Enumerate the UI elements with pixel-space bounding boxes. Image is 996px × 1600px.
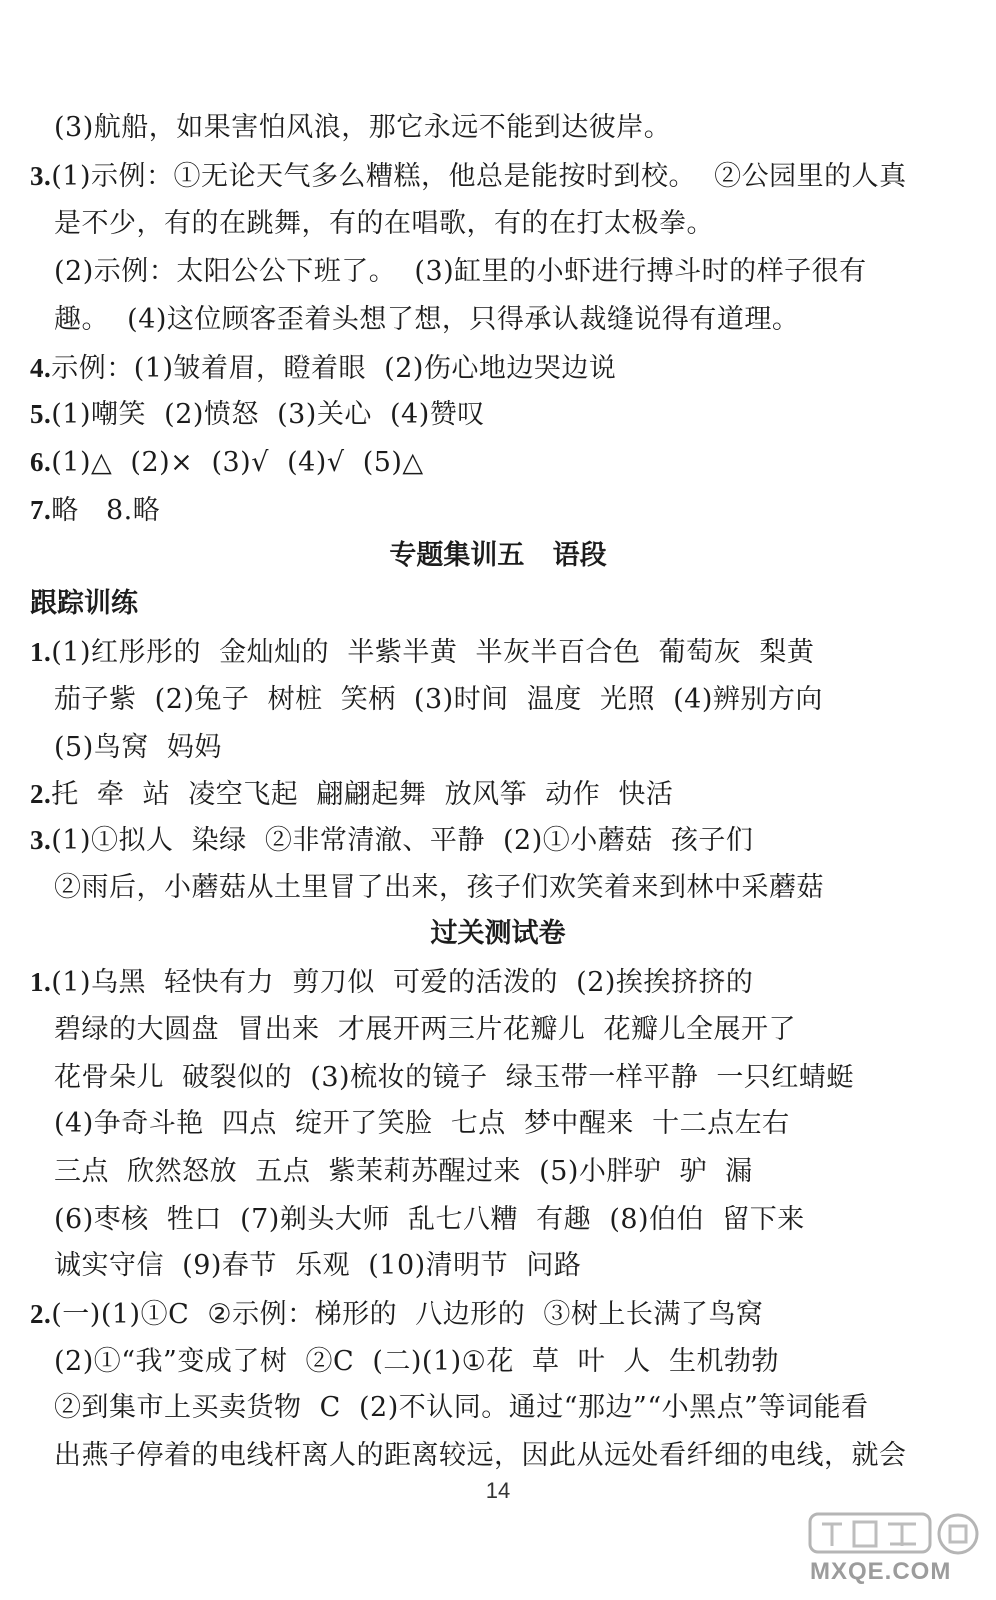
line-text: ②到集市上买卖货物 C (2)不认同。通过“那边”“小黑点”等词能看	[54, 1392, 869, 1423]
test-title: 过关测试卷	[430, 918, 566, 949]
line-text: (1)嘲笑 (2)愤怒 (3)关心 (4)赞叹	[51, 399, 485, 430]
line-text: 诚实守信 (9)春节 乐观 (10)清明节 问路	[54, 1250, 582, 1281]
watermark-text: MXQE.COM	[810, 1558, 952, 1585]
line-3	[54, 206, 714, 242]
line-5	[54, 302, 799, 338]
question-number: 6.	[30, 447, 52, 477]
line-text: 示例：(1)皱着眉，瞪着眼 (2)伤心地边哭边说	[51, 353, 617, 384]
line-text: (1)①拟人 染绿 ②非常清澈、平静 (2)①小蘑菇 孩子们	[51, 825, 754, 856]
question-number: 2.	[30, 1299, 52, 1329]
answer-3-line	[30, 158, 907, 195]
line-1	[54, 110, 671, 146]
question-number: 1.	[30, 637, 52, 667]
line-21	[54, 1060, 854, 1096]
line-text: ②雨后，小蘑菇从土里冒了出来，孩子们欢笑着来到林中采蘑菇	[54, 872, 824, 903]
question-number: 7.	[30, 495, 52, 525]
question-number: 3.	[30, 161, 52, 191]
question-number: 4.	[30, 353, 52, 383]
question-number: 2.	[30, 779, 52, 809]
line-text: 是不少，有的在跳舞，有的在唱歌，有的在打太极拳。	[54, 208, 714, 239]
line-text: (2)①“我”变成了树 ②C (二)(1)①花 草 叶 人 生机勃勃	[54, 1346, 780, 1377]
line-text: (3)航船，如果害怕风浪，那它永远不能到达彼岸。	[54, 112, 672, 143]
line-text: 花骨朵儿 破裂似的 (3)梳妆的镜子 绿玉带一样平静 一只红蜻蜓	[54, 1062, 854, 1093]
answer-7-8-line	[30, 492, 160, 529]
line-text: (2)示例：太阳公公下班了。 (3)缸里的小虾进行搏斗时的样子很有	[54, 256, 867, 287]
line-20	[54, 1012, 796, 1048]
section-title: 专题集训五 语段	[389, 540, 607, 571]
line-text: 托 牵 站 凌空飞起 翩翩起舞 放风筝 动作 快活	[51, 779, 674, 810]
question-number: 5.	[30, 399, 52, 429]
line-text: 出燕子停着的电线杆离人的距离较远，因此从远处看纤细的电线，就会	[54, 1440, 907, 1471]
line-4	[54, 254, 867, 290]
watermark-logo-icon	[800, 1510, 990, 1560]
watermark-logo	[800, 1510, 990, 1594]
page-number: 14	[485, 1478, 511, 1503]
question-number: 1.	[30, 967, 52, 997]
line-text: 茄子紫 (2)兔子 树桩 笑柄 (3)时间 温度 光照 (4)辨别方向	[54, 684, 823, 715]
line-text: 碧绿的大圆盘 冒出来 才展开两三片花瓣儿 花瓣儿全展开了	[54, 1014, 796, 1045]
test-1-line	[30, 964, 753, 1001]
line-14	[54, 730, 222, 766]
line-24	[54, 1202, 805, 1238]
line-17	[54, 870, 824, 906]
line-text: 略 8.略	[51, 495, 161, 526]
test-2-line	[30, 1296, 763, 1333]
line-text: (一)(1)①C ②示例：梯形的 八边形的 ③树上长满了鸟窝	[51, 1299, 764, 1330]
line-13	[54, 682, 823, 718]
answer-4-line	[30, 350, 616, 387]
answer-6-line	[30, 444, 424, 481]
line-text: (1)△ (2)× (3)√ (4)√ (5)△	[51, 447, 424, 478]
tracking-2-line	[30, 776, 673, 813]
line-text: (4)争奇斗艳 四点 绽开了笑脸 七点 梦中醒来 十二点左右	[54, 1108, 790, 1139]
subsection-title: 跟踪训练	[30, 588, 138, 619]
line-text: (6)枣核 牲口 (7)剃头大师 乱七八糟 有趣 (8)伯伯 留下来	[54, 1204, 805, 1235]
line-23	[54, 1154, 753, 1190]
line-text: 三点 欣然怒放 五点 紫茉莉苏醒过来 (5)小胖驴 驴 漏	[54, 1156, 753, 1187]
tracking-1-line	[30, 634, 814, 671]
tracking-3-line	[30, 822, 753, 859]
line-25	[54, 1248, 581, 1284]
question-number: 3.	[30, 825, 52, 855]
line-28	[54, 1390, 868, 1426]
line-text: (1)红彤彤的 金灿灿的 半紫半黄 半灰半百合色 葡萄灰 梨黄	[51, 637, 815, 668]
line-text: (5)鸟窝 妈妈	[54, 732, 222, 763]
answer-5-line	[30, 396, 485, 433]
line-text: (1)乌黑 轻快有力 剪刀似 可爱的活泼的 (2)挨挨挤挤的	[51, 967, 754, 998]
line-text: (1)示例：①无论天气多么糟糕，他总是能按时到校。 ②公园里的人真	[51, 161, 907, 192]
line-text: 趣。 (4)这位顾客歪着头想了想，只得承认裁缝说得有道理。	[54, 304, 800, 335]
line-29	[54, 1438, 907, 1474]
line-27	[54, 1344, 779, 1380]
line-22	[54, 1106, 790, 1142]
